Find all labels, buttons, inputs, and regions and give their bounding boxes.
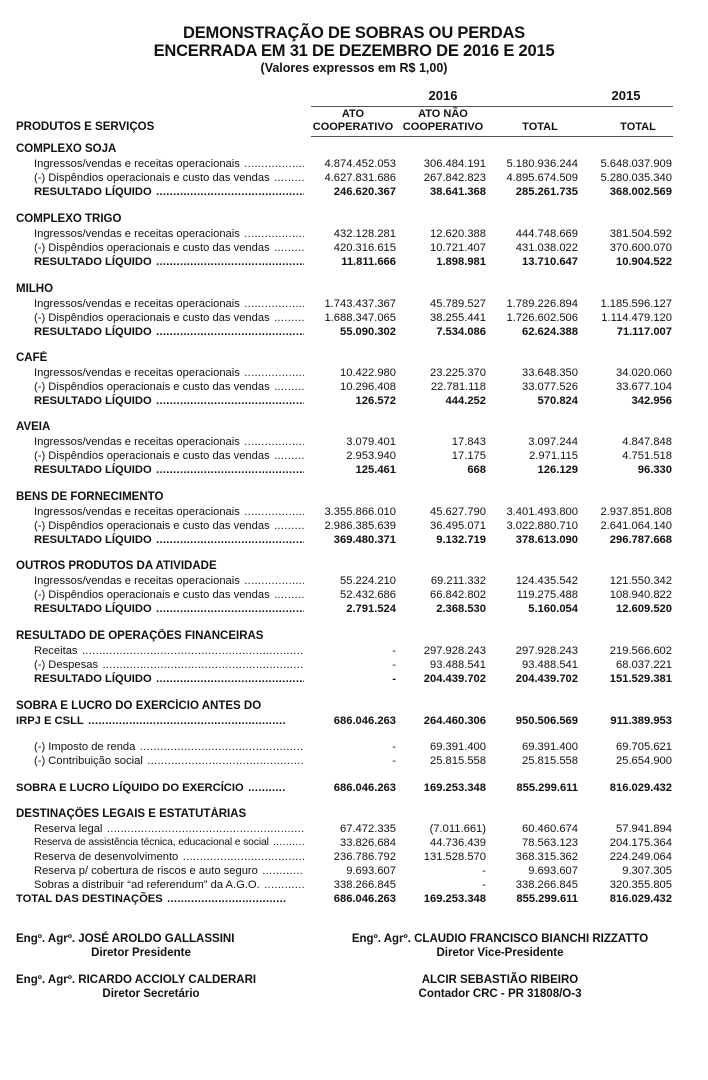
- document-title: DEMONSTRAÇÃO DE SOBRAS OU PERDAS: [183, 24, 525, 42]
- col-ato-cooperativo-line1: ATO: [341, 108, 365, 120]
- before-tax-title: SOBRA E LUCRO DO EXERCÍCIO ANTES DO: [16, 700, 262, 712]
- signature-name-secretary: Engº. Agrº. RICARDO ACCIOLY CALDERARI: [16, 974, 257, 986]
- table-row: (-) Dispêndios operacionais e custo das vendas ..... 420.316.615 10.721.407 431.038.022 370.600.070: [0, 241, 708, 255]
- header-rule-top: [311, 106, 673, 107]
- signature-name-vice-president: Engº. Agrº. CLAUDIO FRANCISCO BIANCHI RIZZATTO: [351, 933, 649, 945]
- document-title-period: ENCERRADA EM 31 DE DEZEMBRO DE 2016 E 2015: [153, 42, 555, 60]
- products-services-header: PRODUTOS E SERVIÇOS: [16, 121, 155, 133]
- subtotal-row: RESULTADO LÍQUIDO ..... 369.480.371 9.132.719 378.613.090 296.787.668: [0, 533, 708, 547]
- table-row: (-) Despesas ..... - 93.488.541 93.488.541 68.037.221: [0, 658, 708, 672]
- table-row: (-) Dispêndios operacionais e custo das vendas ..... 10.296.408 22.781.118 33.077.526 33.677.104: [0, 380, 708, 394]
- table-row: (-) Dispêndios operacionais e custo das vendas ..... 2.953.940 17.175 2.971.115 4.751.518: [0, 449, 708, 463]
- allocation-row: Sobras a distribuir “ad referendum” da A.G.O. ..... 338.266.845 - 338.266.845 320.355.805: [0, 878, 708, 892]
- header-rule-bottom: [311, 136, 673, 137]
- table-row: (-) Dispêndios operacionais e custo das vendas ..... 2.986.385.639 36.495.071 3.022.880.710 2.641.064.140: [0, 519, 708, 533]
- allocation-row: Reserva p/ cobertura de riscos e auto seguro ..... 9.693.607 - 9.693.607 9.307.305: [0, 864, 708, 878]
- allocation-row: Reserva de assistência técnica, educacional e social ..... 33.826.684 44.736.439 78.563.123 204.175.364: [0, 836, 708, 850]
- section-title: RESULTADO DE OPERAÇÕES FINANCEIRAS: [16, 630, 264, 642]
- table-row: (-) Dispêndios operacionais e custo das vendas ..... 4.627.831.686 267.842.823 4.895.674.509 5.280.035.340: [0, 171, 708, 185]
- subtotal-row: RESULTADO LÍQUIDO ..... 55.090.302 7.534.086 62.624.388 71.117.007: [0, 325, 708, 339]
- col-total-2015: TOTAL: [620, 121, 656, 133]
- tax-row-imposto-renda: (-) Imposto de renda ..... - 69.391.400 69.391.400 69.705.621: [0, 740, 708, 754]
- table-row: Ingressos/vendas e receitas operacionais ..... 3.079.401 17.843 3.097.244 4.847.848: [0, 435, 708, 449]
- subtotal-row: RESULTADO LÍQUIDO ..... 246.620.367 38.641.368 285.261.735 368.002.569: [0, 185, 708, 199]
- signature-role-accountant: Contador CRC - PR 31808/O-3: [418, 988, 582, 1000]
- signature-role-secretary: Diretor Secretário: [102, 988, 200, 1000]
- subtotal-row: RESULTADO LÍQUIDO ..... 126.572 444.252 570.824 342.956: [0, 394, 708, 408]
- table-row: (-) Dispêndios operacionais e custo das vendas ..... 1.688.347.065 38.255.441 1.726.602.506 1.114.479.120: [0, 311, 708, 325]
- table-row: Ingressos/vendas e receitas operacionais ..... 1.743.437.367 45.789.527 1.789.226.894 1.185.596.127: [0, 297, 708, 311]
- table-row: (-) Dispêndios operacionais e custo das vendas ..... 52.432.686 66.842.802 119.275.488 108.940.822: [0, 588, 708, 602]
- section-title: CAFÉ: [16, 352, 48, 364]
- signature-role-vice-president: Diretor Vice-Presidente: [436, 947, 564, 959]
- signature-name-president: Engº. Agrº. JOSÉ AROLDO GALLASSINI: [16, 933, 235, 945]
- section-title: COMPLEXO TRIGO: [16, 213, 122, 225]
- section-title: MILHO: [16, 283, 54, 295]
- year-2016-header: 2016: [428, 88, 458, 103]
- subtotal-row: RESULTADO LÍQUIDO ..... 125.461 668 126.129 96.330: [0, 463, 708, 477]
- section-title: OUTROS PRODUTOS DA ATIVIDADE: [16, 560, 217, 572]
- section-title: BENS DE FORNECIMENTO: [16, 491, 164, 503]
- col-total-2016: TOTAL: [522, 121, 558, 133]
- table-row: Ingressos/vendas e receitas operacionais ..... 3.355.866.010 45.627.790 3.401.493.800 2.937.851.808: [0, 505, 708, 519]
- table-row: Ingressos/vendas e receitas operacionais ..... 55.224.210 69.211.332 124.435.542 121.550.342: [0, 574, 708, 588]
- allocations-title: DESTINAÇÕES LEGAIS E ESTATUTÁRIAS: [16, 808, 247, 820]
- tax-row-contribuicao-social: (-) Contribuição social ..... - 25.815.558 25.815.558 25.654.900: [0, 754, 708, 768]
- before-tax-row: IRPJ E CSLL ..... 686.046.263 264.460.306 950.506.569 911.389.953: [0, 714, 708, 728]
- col-ato-cooperativo-line2: COOPERATIVO: [312, 121, 394, 133]
- allocation-row: Reserva de desenvolvimento ..... 236.786.792 131.528.570 368.315.362 224.249.064: [0, 850, 708, 864]
- table-row: Receitas ..... - 297.928.243 297.928.243 219.566.602: [0, 644, 708, 658]
- document-subtitle: (Valores expressos em R$ 1,00): [260, 61, 448, 75]
- section-title: AVEIA: [16, 421, 51, 433]
- subtotal-row: RESULTADO LÍQUIDO ..... - 204.439.702 204.439.702 151.529.381: [0, 672, 708, 686]
- table-row: Ingressos/vendas e receitas operacionais ..... 432.128.281 12.620.388 444.748.669 381.504.592: [0, 227, 708, 241]
- signature-name-accountant: ALCIR SEBASTIÃO RIBEIRO: [421, 974, 579, 986]
- allocations-total-row: TOTAL DAS DESTINAÇÕES ..... 686.046.263 169.253.348 855.299.611 816.029.432: [0, 892, 708, 906]
- table-row: Ingressos/vendas e receitas operacionais ..... 10.422.980 23.225.370 33.648.350 34.020.060: [0, 366, 708, 380]
- col-ato-nao-cooperativo-line1: ATO NÃO: [418, 108, 468, 120]
- net-result-row: SOBRA E LUCRO LÍQUIDO DO EXERCÍCIO ..... 686.046.263 169.253.348 855.299.611 816.029.432: [0, 781, 708, 795]
- col-ato-nao-cooperativo-line2: COOPERATIVO: [402, 121, 484, 133]
- subtotal-row: RESULTADO LÍQUIDO ..... 11.811.666 1.898.981 13.710.647 10.904.522: [0, 255, 708, 269]
- allocation-row: Reserva legal ..... 67.472.335 (7.011.661) 60.460.674 57.941.894: [0, 822, 708, 836]
- subtotal-row: RESULTADO LÍQUIDO ..... 2.791.524 2.368.530 5.160.054 12.609.520: [0, 602, 708, 616]
- year-2015-header: 2015: [611, 88, 641, 103]
- signature-role-president: Diretor Presidente: [91, 947, 191, 959]
- section-title: COMPLEXO SOJA: [16, 143, 117, 155]
- table-row: Ingressos/vendas e receitas operacionais ..... 4.874.452.053 306.484.191 5.180.936.244 5.648.037.909: [0, 157, 708, 171]
